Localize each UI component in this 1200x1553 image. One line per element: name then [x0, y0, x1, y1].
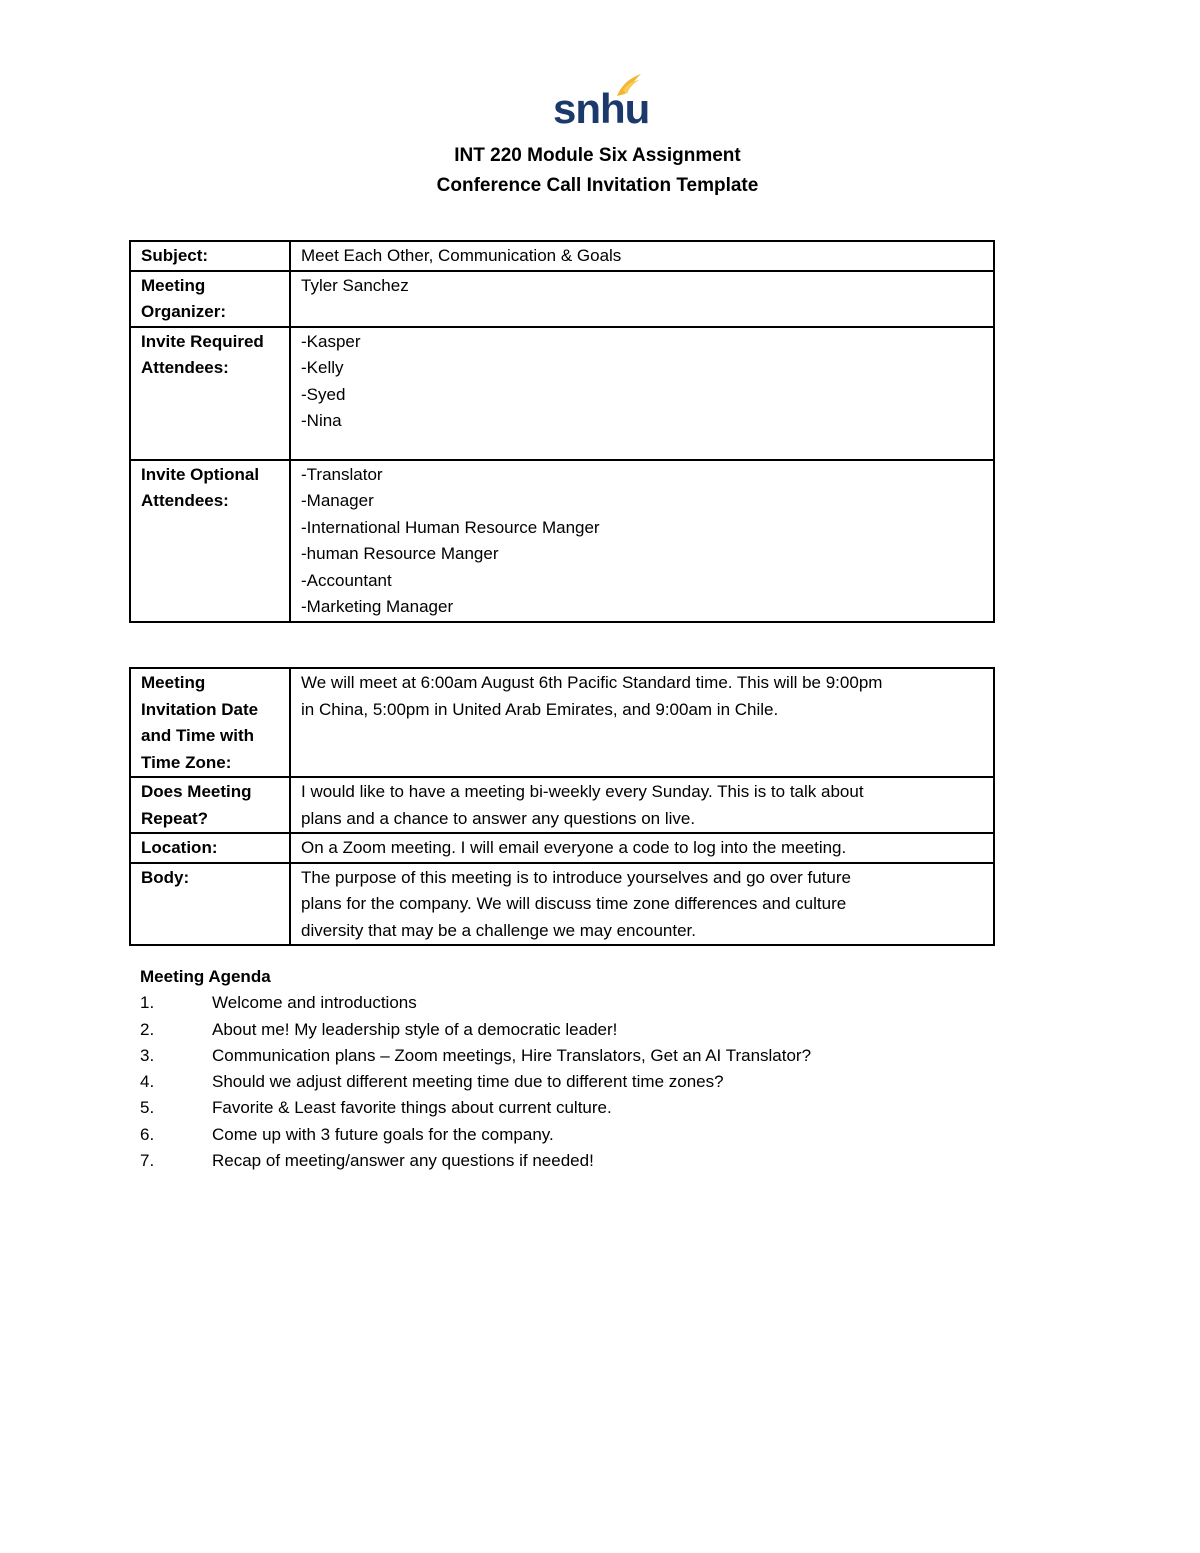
- table-row-organizer: [130, 271, 994, 327]
- repeat-value: I would like to have a meeting bi-weekly every Sunday. This is to talk about plans and a chance to answer any questions on live.: [290, 777, 994, 833]
- document-title: INT 220 Module Six Assignment: [454, 145, 741, 166]
- list-item-number: 5.: [140, 1098, 155, 1118]
- logo-text: snhu: [553, 85, 650, 132]
- list-item-text: About me! My leadership style of a democratic leader!: [212, 1019, 618, 1039]
- list-item: [140, 1095, 612, 1121]
- list-item: -Nina: [301, 411, 342, 430]
- list-item: -International Human Resource Manger: [301, 517, 600, 537]
- list-item-number: 4.: [140, 1072, 155, 1092]
- datetime-value: We will meet at 6:00am August 6th Pacific Standard time. This will be 9:00pm in China, 5:00pm in United Arab Emirates, and 9:00am in Chile.: [290, 668, 994, 777]
- body-label: Body:: [130, 863, 290, 946]
- list-item: [140, 1043, 812, 1069]
- location-label: Location:: [130, 833, 290, 863]
- table-row-subject: [130, 241, 994, 271]
- list-item-text: Communication plans – Zoom meetings, Hire Translators, Get an AI Translator?: [212, 1045, 812, 1065]
- list-item-number: 2.: [140, 1019, 155, 1039]
- table-row-optional-attendees: [130, 460, 994, 622]
- list-item: -Marketing Manager: [301, 597, 454, 616]
- table-row-datetime: [130, 668, 994, 777]
- required-attendees-value: [290, 327, 994, 460]
- list-item: [140, 1122, 554, 1148]
- list-item-number: 1.: [140, 993, 155, 1013]
- list-item-text: Come up with 3 future goals for the company.: [212, 1124, 554, 1144]
- datetime-label: Meeting Invitation Date and Time with Time Zone:: [130, 668, 290, 777]
- list-item: -Syed: [301, 384, 346, 404]
- meeting-agenda: [140, 964, 812, 1174]
- agenda-title: Meeting Agenda: [140, 967, 271, 986]
- list-item: -Translator: [301, 464, 383, 484]
- list-item-text: Favorite & Least favorite things about current culture.: [212, 1098, 612, 1118]
- table-row-body: [130, 863, 994, 946]
- meeting-details-table: [129, 667, 995, 946]
- subject-label: Subject:: [130, 241, 290, 271]
- repeat-label: Does Meeting Repeat?: [130, 777, 290, 833]
- list-item: -human Resource Manger: [301, 544, 499, 563]
- list-item: -Kasper: [301, 331, 361, 351]
- document-subtitle: Conference Call Invitation Template: [436, 175, 759, 196]
- organizer-label: Meeting Organizer:: [130, 271, 290, 327]
- snhu-logo: [553, 72, 650, 134]
- organizer-value: Tyler Sanchez: [290, 271, 994, 327]
- list-item: [140, 1017, 618, 1043]
- list-item-text: Should we adjust different meeting time due to different time zones?: [212, 1072, 724, 1092]
- optional-attendees-value: [290, 460, 994, 622]
- optional-attendees-label: Invite Optional Attendees:: [130, 460, 290, 622]
- table-row-repeat: [130, 777, 994, 833]
- list-item-number: 3.: [140, 1045, 155, 1065]
- list-item: [140, 990, 417, 1016]
- body-value: The purpose of this meeting is to introduce yourselves and go over future plans for the company. We will discuss time zone differences and culture diversity that may be a challenge we may encounter.: [290, 863, 994, 946]
- subject-value: Meet Each Other, Communication & Goals: [290, 241, 994, 271]
- list-item: -Accountant: [301, 570, 392, 590]
- list-item-number: 7.: [140, 1151, 155, 1171]
- invitation-table: [129, 240, 995, 623]
- list-item-text: Welcome and introductions: [212, 993, 417, 1013]
- location-value: On a Zoom meeting. I will email everyone a code to log into the meeting.: [290, 833, 994, 863]
- required-attendees-label: Invite Required Attendees:: [130, 327, 290, 460]
- table-row-location: [130, 833, 994, 863]
- list-item-number: 6.: [140, 1124, 155, 1144]
- list-item: [140, 1148, 594, 1174]
- list-item: -Manager: [301, 491, 374, 510]
- list-item: -Kelly: [301, 358, 344, 377]
- list-item: [140, 1069, 724, 1095]
- list-item-text: Recap of meeting/answer any questions if needed!: [212, 1151, 594, 1171]
- table-row-required-attendees: [130, 327, 994, 460]
